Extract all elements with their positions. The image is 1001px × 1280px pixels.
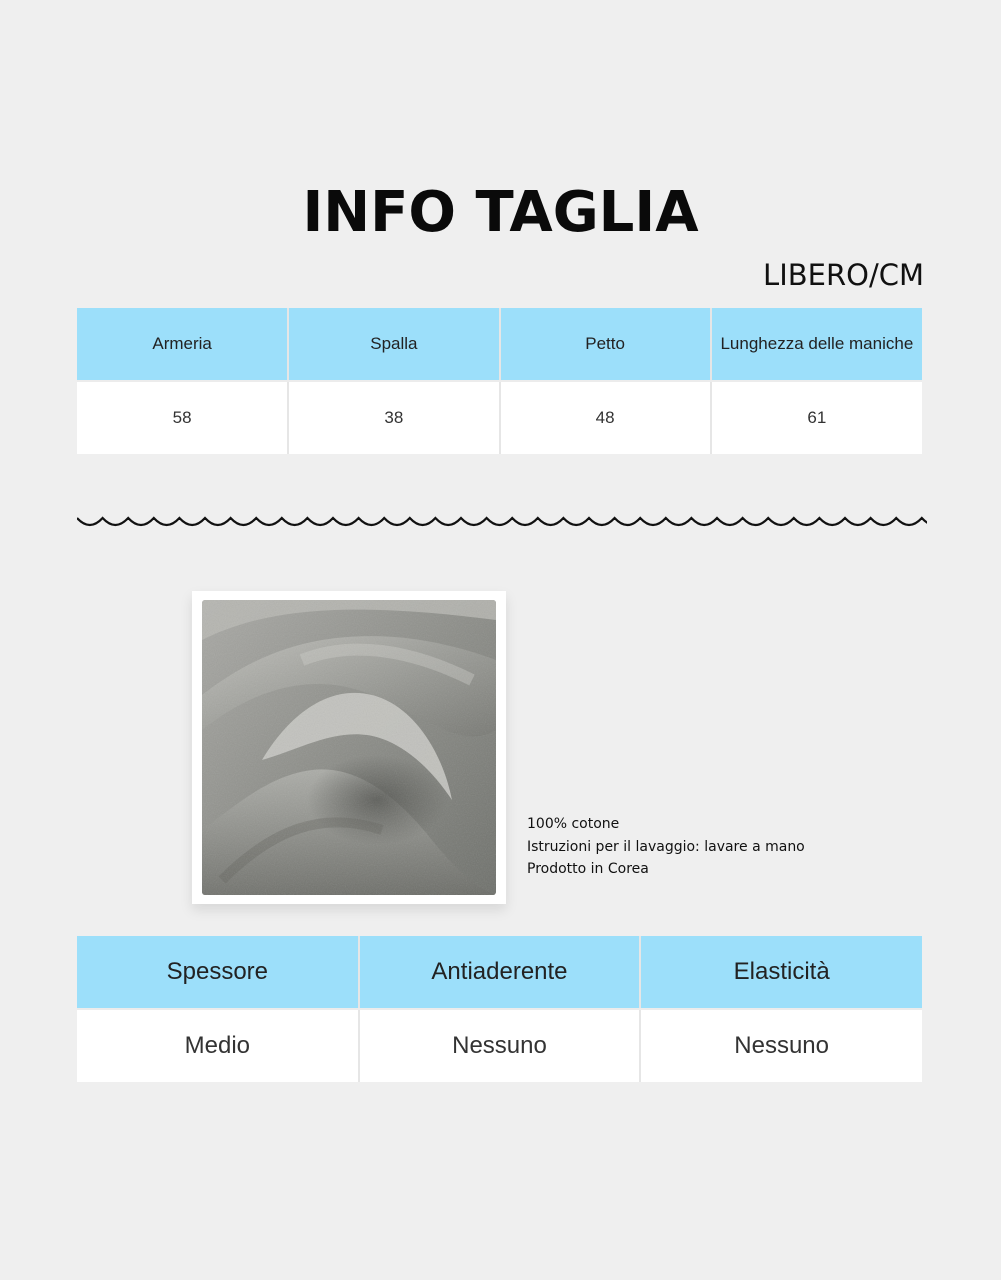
size-table-row (77, 381, 922, 454)
size-value-petto: 48 (500, 381, 711, 454)
properties-header-row (77, 936, 922, 1009)
prop-header-elasticity: Elasticità (640, 936, 922, 1009)
size-header-armeria: Armeria (77, 308, 288, 381)
fabric-composition: 100% cotone (527, 816, 620, 832)
fabric-photo-frame (192, 591, 506, 904)
size-table-header-row (77, 308, 922, 381)
prop-value-elasticity: Nessuno (640, 1009, 922, 1082)
size-value-sleeve-length: 61 (711, 381, 922, 454)
properties-table (77, 936, 922, 1082)
prop-header-nonstick: Antiaderente (359, 936, 641, 1009)
size-header-petto: Petto (500, 308, 711, 381)
prop-header-thickness: Spessore (77, 936, 359, 1009)
prop-value-thickness: Medio (77, 1009, 359, 1082)
size-table (77, 308, 922, 454)
origin: Prodotto in Corea (527, 861, 649, 877)
size-value-spalla: 38 (288, 381, 499, 454)
size-header-spalla: Spalla (288, 308, 499, 381)
fabric-photo (202, 600, 496, 895)
fabric-info (527, 813, 805, 881)
wave-divider (77, 510, 927, 534)
prop-value-nonstick: Nessuno (359, 1009, 641, 1082)
fabric-texture-image (202, 600, 496, 895)
size-value-armeria: 58 (77, 381, 288, 454)
washing-instructions: Istruzioni per il lavaggio: lavare a mano (527, 838, 805, 855)
page-title: INFO TAGLIA (302, 180, 699, 245)
properties-row (77, 1009, 922, 1082)
unit-label: LIBERO/CM (763, 258, 924, 292)
size-header-sleeve-length: Lunghezza delle maniche (711, 308, 922, 381)
